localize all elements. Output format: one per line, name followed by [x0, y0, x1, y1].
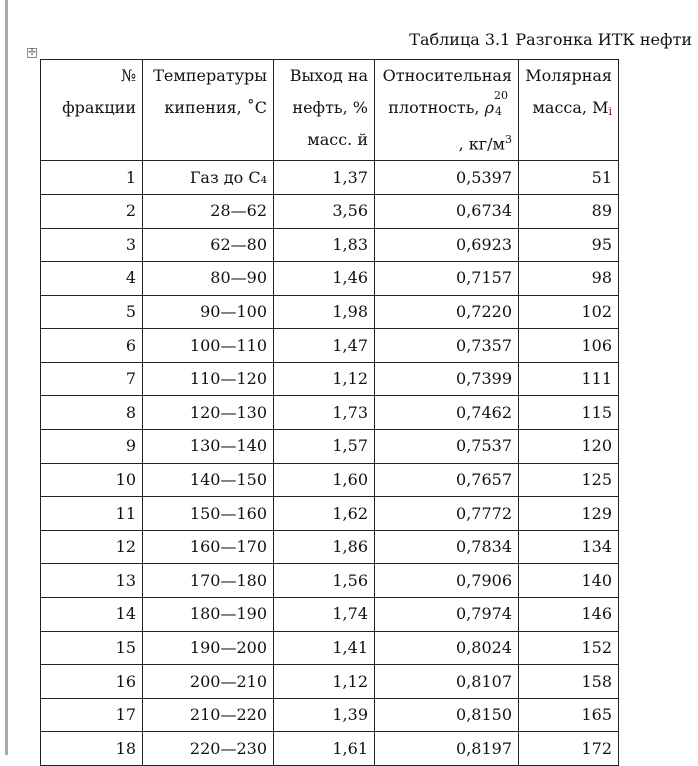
cell-yield: 1,12 [274, 665, 375, 699]
cell-fraction-number: 11 [41, 497, 143, 531]
table-row [41, 631, 619, 665]
cell-molar-mass: 129 [519, 497, 619, 531]
cell-temperature-range: 120—130 [143, 396, 274, 430]
header-line: кипения, ˚С [164, 98, 267, 117]
table-row [41, 463, 619, 497]
cell-yield: 1,39 [274, 698, 375, 732]
cell-fraction-number: 8 [41, 396, 143, 430]
header-line [381, 124, 512, 160]
table-row [41, 295, 619, 329]
cell-density: 0,7157 [375, 262, 519, 296]
cell-molar-mass: 146 [519, 598, 619, 632]
cell-yield: 1,62 [274, 497, 375, 531]
cell-temperature-range: 28—62 [143, 194, 274, 228]
cell-molar-mass: 51 [519, 161, 619, 195]
table-row [41, 329, 619, 363]
cell-molar-mass: 125 [519, 463, 619, 497]
cell-temperature-range: 90—100 [143, 295, 274, 329]
cell-yield: 1,56 [274, 564, 375, 598]
cell-density: 0,7657 [375, 463, 519, 497]
header-line: фракции [62, 98, 136, 117]
table-row [41, 665, 619, 699]
cell-temperature-range: 220—230 [143, 732, 274, 766]
header-fraction-number [41, 60, 143, 161]
cell-density: 0,7906 [375, 564, 519, 598]
cell-yield: 1,83 [274, 228, 375, 262]
cell-yield: 1,74 [274, 598, 375, 632]
table-row [41, 530, 619, 564]
cell-density: 0,7834 [375, 530, 519, 564]
header-line: Выход на [289, 66, 368, 85]
cell-density: 0,8197 [375, 732, 519, 766]
cell-yield: 1,46 [274, 262, 375, 296]
cell-temperature-range: 80—90 [143, 262, 274, 296]
table-row [41, 497, 619, 531]
cell-temperature-range: 140—150 [143, 463, 274, 497]
cell-molar-mass: 111 [519, 362, 619, 396]
cell-density: 0,8107 [375, 665, 519, 699]
header-molar-mass [519, 60, 619, 161]
cell-molar-mass: 158 [519, 665, 619, 699]
unit-superscript: 3 [505, 133, 512, 146]
table-row [41, 698, 619, 732]
table-row [41, 564, 619, 598]
rho-indices [494, 89, 512, 118]
cell-yield: 1,37 [274, 161, 375, 195]
molar-mass-subscript: i [608, 105, 612, 118]
table-row [41, 161, 619, 195]
header-line: масс. й [307, 130, 368, 149]
cell-fraction-number: 16 [41, 665, 143, 699]
cell-temperature-range: 180—190 [143, 598, 274, 632]
cell-fraction-number: 10 [41, 463, 143, 497]
density-unit: , кг/м [458, 134, 505, 154]
cell-temperature-range: 110—120 [143, 362, 274, 396]
cell-yield: 1,57 [274, 430, 375, 464]
cell-density: 0,7537 [375, 430, 519, 464]
molar-mass-label: масса, М [532, 98, 609, 117]
rho-subscript: 4 [495, 105, 502, 118]
cell-temperature-range: 130—140 [143, 430, 274, 464]
cell-density: 0,8024 [375, 631, 519, 665]
cell-molar-mass: 102 [519, 295, 619, 329]
cell-temperature-range: 170—180 [143, 564, 274, 598]
cell-yield: 1,73 [274, 396, 375, 430]
cell-fraction-number: 4 [41, 262, 143, 296]
cell-molar-mass: 152 [519, 631, 619, 665]
cell-temperature-range: Газ до С₄ [143, 161, 274, 195]
header-line: Температуры [153, 66, 267, 85]
cell-yield: 1,12 [274, 362, 375, 396]
cell-fraction-number: 1 [41, 161, 143, 195]
cell-fraction-number: 12 [41, 530, 143, 564]
cell-fraction-number: 14 [41, 598, 143, 632]
cell-temperature-range: 200—210 [143, 665, 274, 699]
table-row [41, 362, 619, 396]
cell-fraction-number: 13 [41, 564, 143, 598]
cell-fraction-number: 6 [41, 329, 143, 363]
table-row [41, 598, 619, 632]
table-caption: Таблица 3.1 Разгонка ИТК нефти [409, 30, 692, 49]
cell-temperature-range: 150—160 [143, 497, 274, 531]
page-left-border [5, 0, 8, 755]
header-line [381, 89, 512, 124]
cell-molar-mass: 98 [519, 262, 619, 296]
cell-temperature-range: 100—110 [143, 329, 274, 363]
cell-density: 0,7974 [375, 598, 519, 632]
cell-yield: 1,86 [274, 530, 375, 564]
header-yield [274, 60, 375, 161]
cell-yield: 3,56 [274, 194, 375, 228]
table-header-row [41, 60, 619, 161]
cell-density: 0,6923 [375, 228, 519, 262]
cell-fraction-number: 5 [41, 295, 143, 329]
rho-superscript: 20 [494, 89, 508, 102]
cell-fraction-number: 9 [41, 430, 143, 464]
cell-density: 0,7462 [375, 396, 519, 430]
cell-fraction-number: 7 [41, 362, 143, 396]
cell-fraction-number: 17 [41, 698, 143, 732]
cell-temperature-range: 190—200 [143, 631, 274, 665]
cell-temperature-range: 160—170 [143, 530, 274, 564]
cell-molar-mass: 165 [519, 698, 619, 732]
cell-molar-mass: 172 [519, 732, 619, 766]
cell-molar-mass: 106 [519, 329, 619, 363]
cell-yield: 1,47 [274, 329, 375, 363]
table-row [41, 228, 619, 262]
cell-molar-mass: 120 [519, 430, 619, 464]
cell-molar-mass: 95 [519, 228, 619, 262]
cell-density: 0,7220 [375, 295, 519, 329]
cell-molar-mass: 140 [519, 564, 619, 598]
table-row [41, 396, 619, 430]
table-body [41, 161, 619, 766]
header-boiling-temperature [143, 60, 274, 161]
cell-fraction-number: 15 [41, 631, 143, 665]
cell-fraction-number: 18 [41, 732, 143, 766]
header-line: № [120, 66, 136, 85]
cell-molar-mass: 89 [519, 194, 619, 228]
density-label: плотность, [388, 98, 485, 117]
cell-molar-mass: 134 [519, 530, 619, 564]
cell-molar-mass: 115 [519, 396, 619, 430]
cell-density: 0,5397 [375, 161, 519, 195]
cell-fraction-number: 3 [41, 228, 143, 262]
table-row [41, 262, 619, 296]
header-line [525, 92, 612, 128]
cell-density: 0,7399 [375, 362, 519, 396]
fractionation-table [40, 59, 619, 766]
cell-density: 0,7772 [375, 497, 519, 531]
header-line: нефть, % [292, 98, 368, 117]
cell-yield: 1,61 [274, 732, 375, 766]
cell-yield: 1,60 [274, 463, 375, 497]
cell-temperature-range: 210—220 [143, 698, 274, 732]
rho-symbol: ρ [484, 98, 494, 117]
header-relative-density [375, 60, 519, 161]
table-row [41, 430, 619, 464]
table-row [41, 732, 619, 766]
cell-yield: 1,98 [274, 295, 375, 329]
header-line: Относительная [382, 66, 512, 85]
cell-density: 0,7357 [375, 329, 519, 363]
header-line: Молярная [525, 66, 612, 85]
cell-yield: 1,41 [274, 631, 375, 665]
table-row [41, 194, 619, 228]
cell-fraction-number: 2 [41, 194, 143, 228]
cell-density: 0,6734 [375, 194, 519, 228]
table-move-handle-icon[interactable]: ✢ [28, 48, 36, 58]
cell-density: 0,8150 [375, 698, 519, 732]
cell-temperature-range: 62—80 [143, 228, 274, 262]
